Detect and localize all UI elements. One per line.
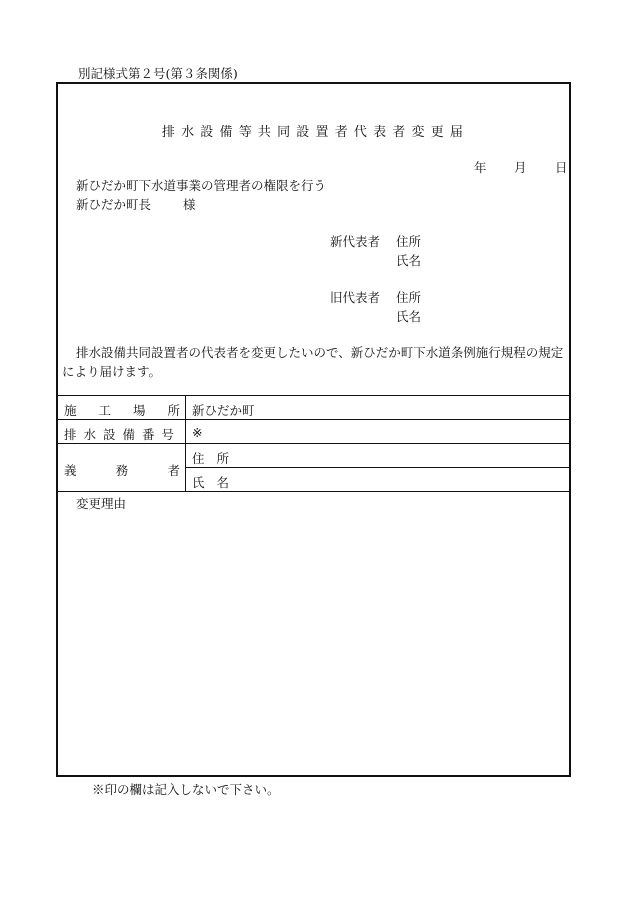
- table-column-divider: [185, 395, 186, 491]
- new-representative-name-label: 氏名: [396, 253, 422, 268]
- label-char: 所: [167, 403, 180, 418]
- date-month-label: 月: [514, 160, 527, 175]
- footnote: ※印の欄は記入しないで下さい。: [92, 782, 280, 797]
- obligor-name-field[interactable]: 氏名: [192, 475, 242, 490]
- addressee-honorific: 様: [183, 197, 196, 212]
- addressee-line-1: 新ひだか町下水道事業の管理者の権限を行う: [76, 178, 327, 193]
- label-char: 施: [64, 403, 77, 418]
- label-char: 設: [102, 427, 116, 442]
- drainage-facility-number-value: ※: [192, 425, 203, 440]
- old-representative-name-label: 氏名: [396, 309, 422, 324]
- form-number-label: 別記様式第２号(第３条関係): [78, 66, 238, 81]
- table-row-divider: [58, 443, 569, 444]
- label-char: 排: [64, 427, 77, 442]
- label-char: 号: [161, 427, 174, 442]
- addressee-line-2: 新ひだか町長: [76, 197, 152, 212]
- form-frame: [56, 82, 571, 777]
- date-day-label: 日: [555, 160, 568, 175]
- label-char: 務: [115, 463, 129, 478]
- notification-body-text: 排水設備共同設置者の代表者を変更したいので、新ひだか町下水道条例施行規程の規定により届けます。: [62, 345, 564, 379]
- label-char: 番: [141, 427, 155, 442]
- label-char: 者: [167, 463, 180, 478]
- table-top-border: [58, 395, 569, 396]
- label-char: 工: [98, 403, 111, 418]
- label-char: 義: [64, 463, 77, 478]
- table-row-divider: [58, 419, 569, 420]
- label-char: 備: [122, 427, 135, 442]
- new-representative-label: 新代表者: [330, 234, 381, 249]
- date-year-label: 年: [474, 160, 487, 175]
- change-reason-label: 変更理由: [76, 496, 127, 511]
- old-representative-label: 旧代表者: [330, 290, 381, 305]
- obligor-address-field[interactable]: 住所: [192, 451, 242, 466]
- label-char: 水: [83, 427, 96, 442]
- construction-site-label: [64, 401, 180, 419]
- label-char: 場: [132, 403, 146, 418]
- construction-site-value[interactable]: 新ひだか町: [192, 403, 255, 418]
- form-title: 排水設備等共同設置者代表者変更届: [161, 125, 470, 140]
- obligor-sub-divider: [185, 467, 569, 468]
- drainage-facility-number-label: [64, 425, 174, 443]
- new-representative-address-label: 住所: [396, 234, 422, 249]
- obligor-label: [64, 461, 180, 479]
- table-bottom-border: [58, 491, 569, 492]
- old-representative-address-label: 住所: [396, 290, 422, 305]
